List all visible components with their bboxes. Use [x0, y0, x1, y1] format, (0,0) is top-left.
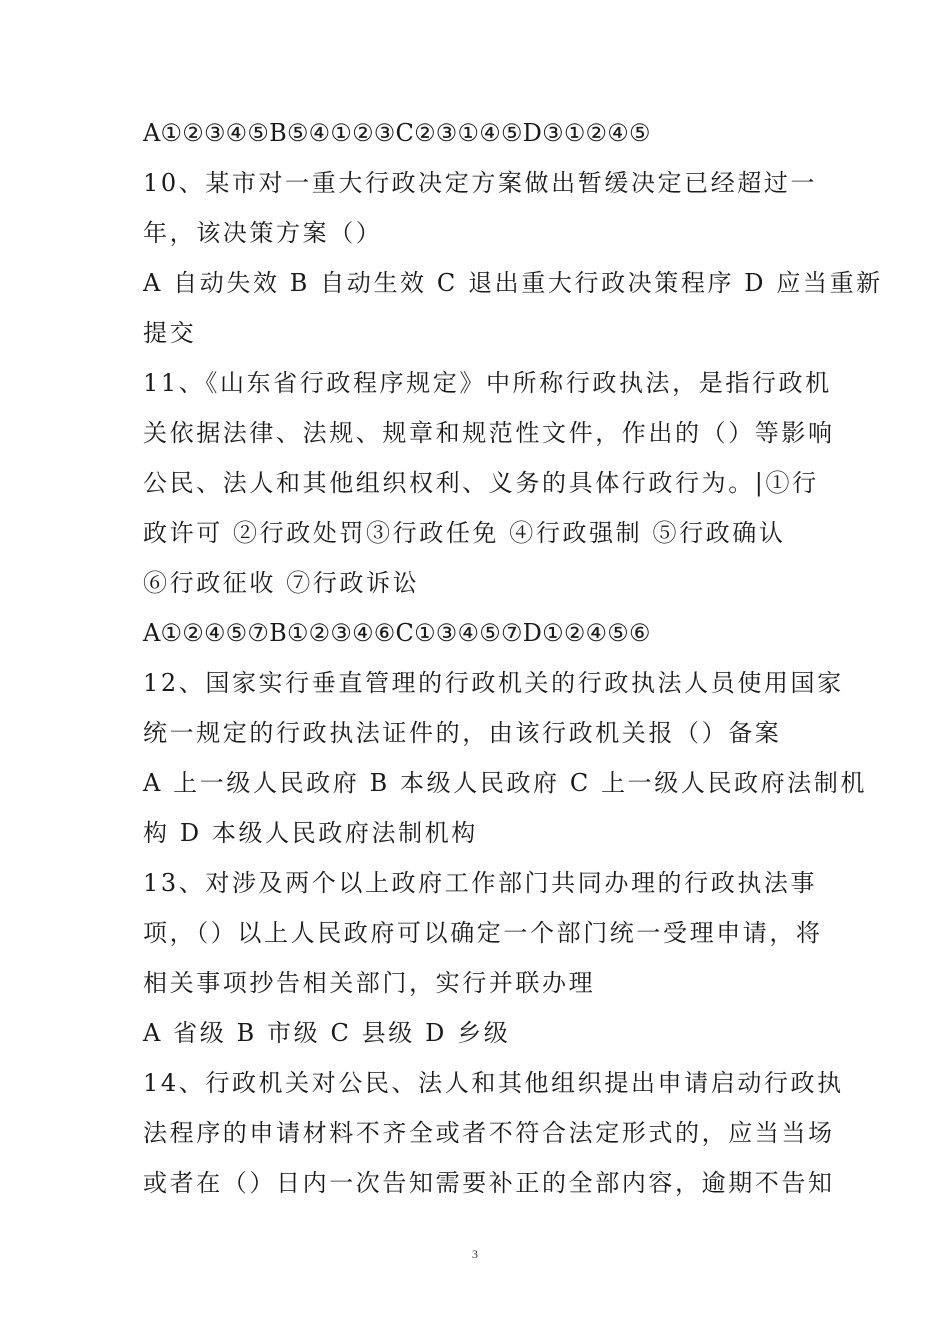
q11-text-line-1: 11、《山东省行政程序规定》中所称行政执法，是指行政机 [143, 369, 832, 397]
q10-options-line-2: 提交 [143, 319, 197, 347]
q9-options: A①②③④⑤B⑤④①②③C②③①④⑤D③①②④⑤ [143, 119, 651, 147]
q10-text-line-2: 年，该决策方案（） [143, 219, 383, 247]
q12-text-line-1: 12、国家实行垂直管理的行政机关的行政执法人员使用国家 [143, 669, 844, 697]
q12-options-line-1: A 上一级人民政府 B 本级人民政府 C 上一级人民政府法制机 [143, 769, 868, 797]
q11-text-line-4: 政许可 ②行政处罚③行政任免 ④行政强制 ⑤行政确认 [143, 519, 786, 547]
q13-text-line-2: 项，（）以上人民政府可以确定一个部门统一受理申请，将 [143, 919, 823, 947]
page-number: 3 [472, 1247, 478, 1261]
q13-text-line-1: 13、对涉及两个以上政府工作部门共同办理的行政执法事 [143, 869, 818, 897]
q14-text-line-1: 14、行政机关对公民、法人和其他组织提出申请启动行政执 [143, 1069, 844, 1097]
q11-text-line-2: 关依据法律、法规、规章和规范性文件，作出的（）等影响 [143, 419, 835, 447]
q14-text-line-3: 或者在（）日内一次告知需要补正的全部内容，逾期不告知 [143, 1169, 835, 1197]
q11-options: A①②④⑤⑦B①②③④⑥C①③④⑤⑦D①②④⑤⑥ [143, 619, 651, 647]
q11-text-line-3: 公民、法人和其他组织权利、义务的具体行政行为。|①行 [143, 469, 819, 497]
q11-text-line-5: ⑥行政征收 ⑦行政诉讼 [143, 569, 420, 597]
q10-text-line-1: 10、某市对一重大行政决定方案做出暂缓决定已经超过一 [143, 169, 818, 197]
document-body [143, 108, 883, 1208]
q13-options: A 省级 B 市级 C 县级 D 乡级 [143, 1019, 511, 1047]
q12-options-line-2: 构 D 本级人民政府法制机构 [143, 819, 478, 847]
q14-text-line-2: 法程序的申请材料不齐全或者不符合法定形式的，应当当场 [143, 1119, 835, 1147]
q13-text-line-3: 相关事项抄告相关部门，实行并联办理 [143, 969, 596, 997]
q12-text-line-2: 统一规定的行政执法证件的，由该行政机关报（）备案 [143, 719, 782, 747]
q10-options-line-1: A 自动失效 B 自动生效 C 退出重大行政决策程序 D 应当重新 [143, 269, 883, 297]
